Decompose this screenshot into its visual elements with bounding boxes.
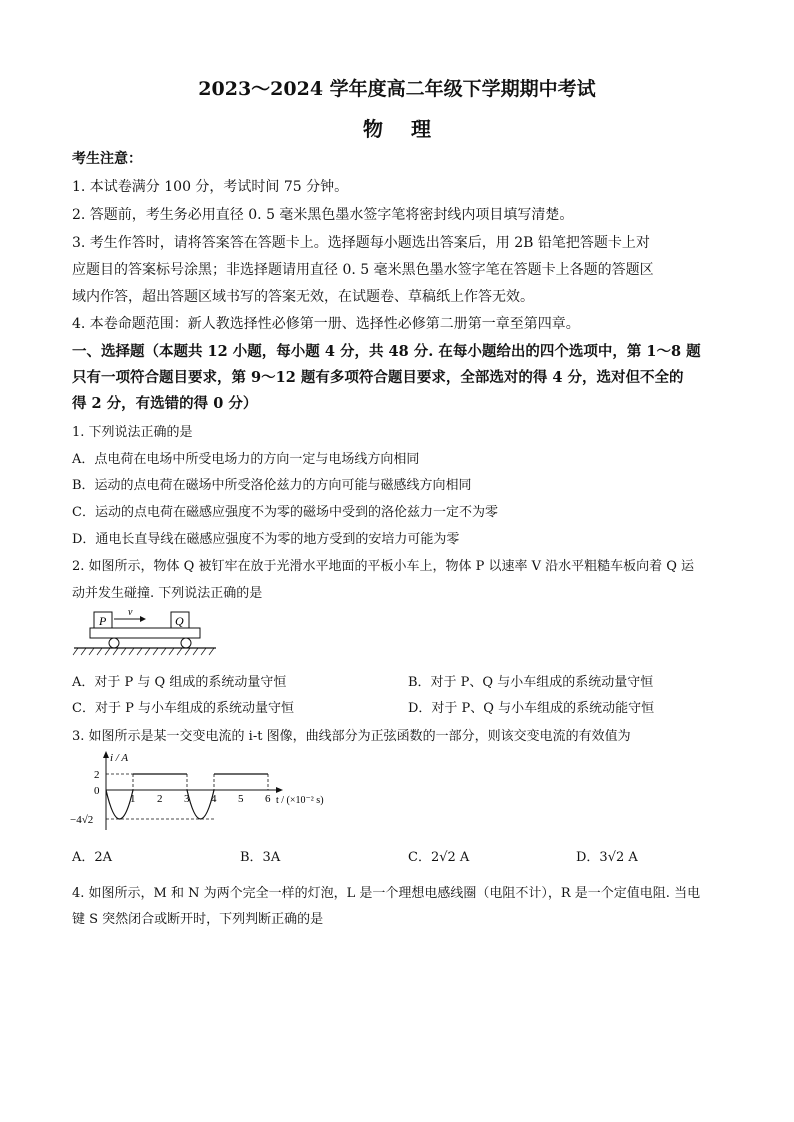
wheel-right bbox=[181, 638, 191, 648]
x-tick-label: 3 bbox=[184, 793, 190, 805]
sine-segment bbox=[106, 790, 133, 819]
y-axis-arrow bbox=[103, 751, 109, 758]
x-tick-label: 2 bbox=[157, 793, 163, 805]
current-time-graph bbox=[66, 750, 366, 834]
block-p-label: P bbox=[99, 614, 107, 628]
sine-segment bbox=[187, 790, 214, 819]
question-1-option-a: A．点电荷在电场中所受电场力的方向一定与电场线方向相同 bbox=[72, 452, 420, 467]
question-3-option-d: D．3√2 A bbox=[576, 850, 638, 865]
section-instructions: 只有一项符合题目要求，第 9～12 题有多项符合题目要求，全部选对的得 4 分，选对但不全的 bbox=[72, 369, 684, 386]
subject-title: 物理 bbox=[363, 117, 459, 141]
question-2-stem: 动并发生碰撞. 下列说法正确的是 bbox=[72, 586, 263, 601]
wheel-left bbox=[109, 638, 119, 648]
y-axis-label: i / A bbox=[110, 752, 129, 764]
question-3-option-a: A．2A bbox=[72, 850, 113, 865]
question-3-option-b: B．3A bbox=[240, 850, 281, 865]
y-tick-label: −4√2 bbox=[70, 814, 94, 826]
note-line: 2. 答题前，考生务必用直径 0. 5 毫米黑色墨水签字笔将密封线内项目填写清楚。 bbox=[72, 207, 574, 223]
section-instructions: 得 2 分，有选错的得 0 分） bbox=[72, 395, 258, 412]
question-1-stem: 1. 下列说法正确的是 bbox=[72, 425, 193, 440]
cart-board bbox=[90, 628, 200, 638]
x-tick-label: 6 bbox=[265, 793, 271, 805]
question-4-stem: 4. 如图所示，M 和 N 为两个完全一样的灯泡，L 是一个理想电感线圈（电阻不计），R 是一个定值电阻. 当电 bbox=[72, 886, 701, 901]
note-line: 4. 本卷命题范围：新人教选择性必修第一册、选择性必修第二册第一章至第四章。 bbox=[72, 316, 580, 332]
question-2-stem: 2. 如图所示，物体 Q 被钉牢在放于光滑水平地面的平板小车上，物体 P 以速率 V 沿水平粗糙车板向着 Q 运 bbox=[72, 559, 695, 574]
question-3-option-c: C．2√2 A bbox=[408, 850, 470, 865]
question-1-option-d: D．通电长直导线在磁感应强度不为零的地方受到的安培力可能为零 bbox=[72, 532, 460, 547]
arrow-head bbox=[140, 616, 146, 622]
question-2-option-c: C．对于 P 与小车组成的系统动量守恒 bbox=[72, 701, 294, 716]
note-line: 域内作答，超出答题区域书写的答案无效，在试题卷、草稿纸上作答无效。 bbox=[72, 289, 534, 305]
question-4-stem: 键 S 突然闭合或断开时，下列判断正确的是 bbox=[72, 912, 324, 927]
block-q-label: Q bbox=[175, 614, 184, 628]
y-tick-label: 0 bbox=[94, 785, 100, 797]
question-3-stem: 3. 如图所示是某一交变电流的 i-t 图像，曲线部分为正弦函数的一部分，则该交变电流的有效值为 bbox=[72, 729, 631, 744]
question-1-option-b: B．运动的点电荷在磁场中所受洛伦兹力的方向可能与磁感线方向相同 bbox=[72, 478, 472, 493]
question-2-option-a: A．对于 P 与 Q 组成的系统动量守恒 bbox=[72, 675, 287, 690]
note-line: 应题目的答案标号涂黑；非选择题请用直径 0. 5 毫米黑色墨水签字笔在答题卡上各题的答题区 bbox=[72, 262, 654, 278]
section-instructions: 一、选择题（本题共 12 小题，每小题 4 分，共 48 分. 在每小题给出的四个选项中，第 1～8 题 bbox=[72, 343, 701, 360]
x-axis-arrow bbox=[276, 787, 283, 793]
question-1-option-c: C．运动的点电荷在磁感应强度不为零的磁场中受到的洛伦兹力一定不为零 bbox=[72, 505, 498, 520]
question-2-option-d: D．对于 P、Q 与小车组成的系统动能守恒 bbox=[408, 701, 655, 716]
y-tick-label: 2 bbox=[94, 769, 100, 781]
x-axis-label: t / (×10⁻² s) bbox=[276, 795, 324, 806]
note-line: 1. 本试卷满分 100 分，考试时间 75 分钟。 bbox=[72, 179, 349, 195]
x-tick-label: 4 bbox=[211, 793, 217, 805]
x-tick-label: 1 bbox=[130, 793, 136, 805]
cart-diagram bbox=[70, 603, 220, 661]
x-tick-label: 5 bbox=[238, 793, 244, 805]
notes-heading: 考生注意： bbox=[72, 151, 142, 167]
question-2-option-b: B．对于 P、Q 与小车组成的系统动量守恒 bbox=[408, 675, 654, 690]
note-line: 3. 考生作答时，请将答案答在答题卡上。选择题每小题选出答案后，用 2B 铅笔把答题卡上对 bbox=[72, 235, 650, 251]
velocity-label: v bbox=[128, 607, 133, 618]
exam-title: 2023～2024 学年度高二年级下学期期中考试 bbox=[198, 78, 596, 100]
ground-hatching bbox=[73, 648, 214, 655]
